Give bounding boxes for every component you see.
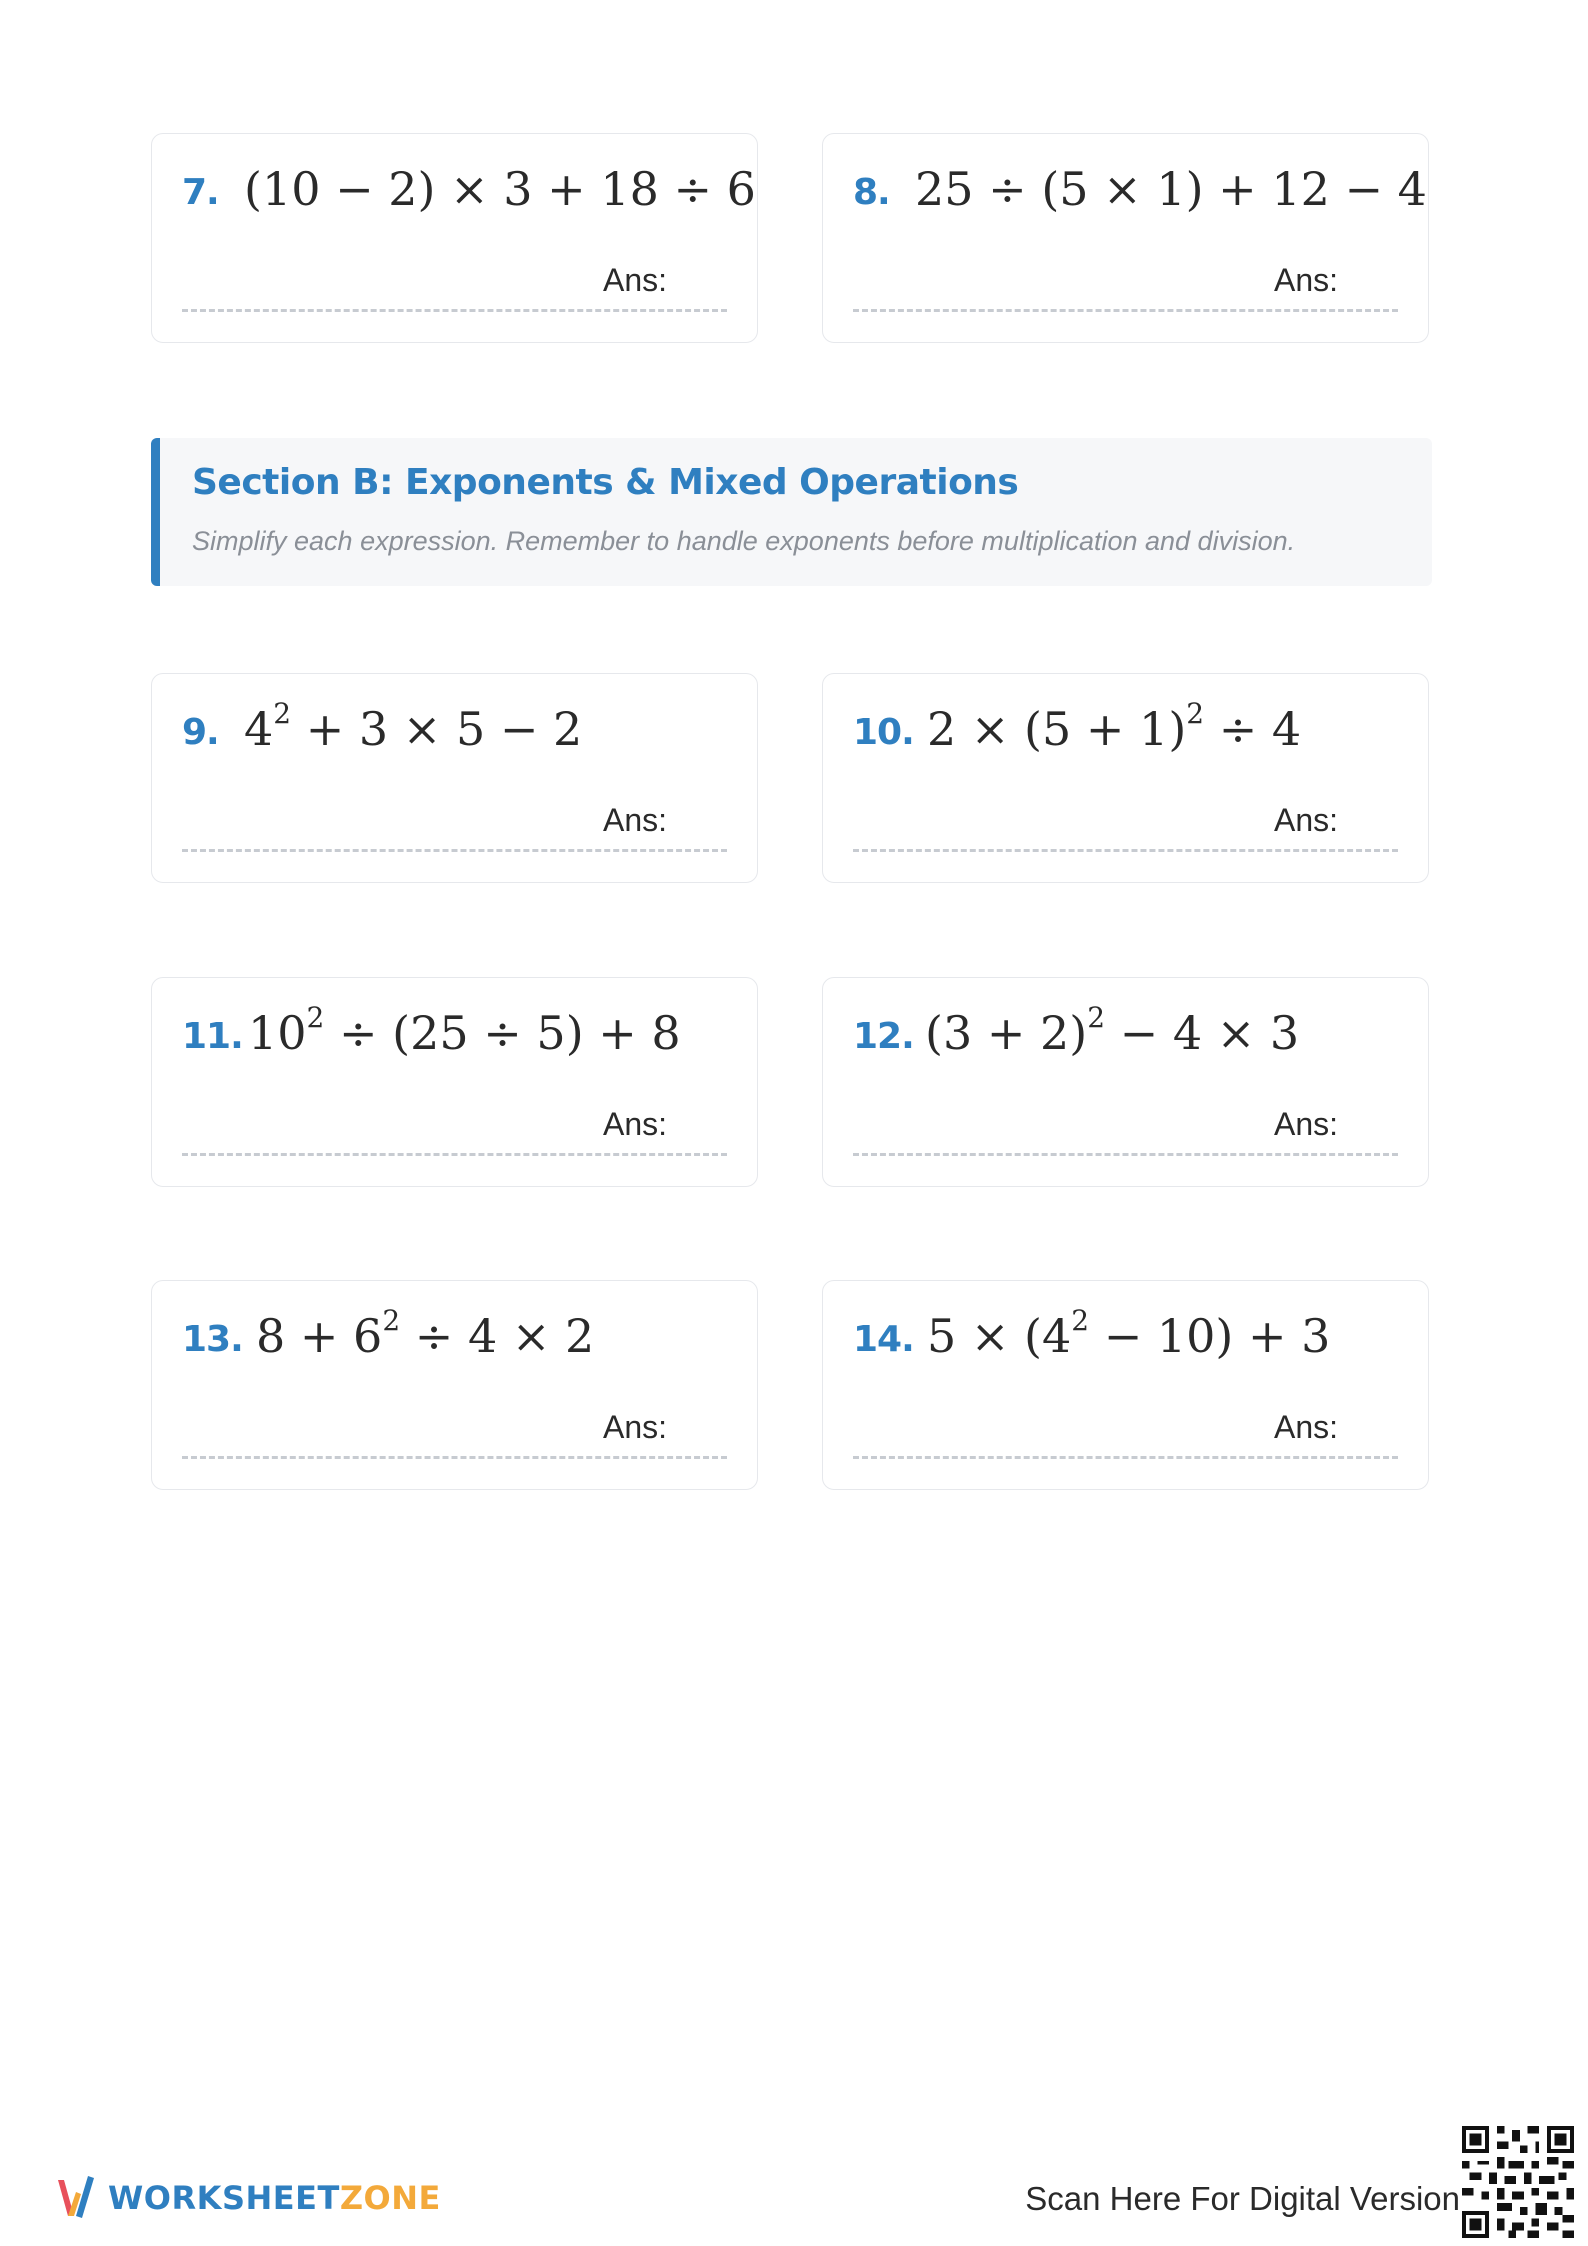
problem-expression: $5 \times (4^2 - 10) + 3$ [927, 1304, 1331, 1363]
worksheetzone-logo-icon [56, 2172, 94, 2224]
problem-expression: $(3 + 2)^2 - 4 \times 3$ [925, 1001, 1300, 1060]
problem-card [822, 133, 1429, 343]
answer-line[interactable] [853, 849, 1398, 852]
section-instruction: Simplify each expression. Remember to handle exponents before multiplication and division. [192, 526, 1296, 556]
answer-line[interactable] [182, 1153, 727, 1156]
problem-card [151, 1280, 758, 1490]
problem-number: 8. [853, 172, 890, 213]
answer-line[interactable] [853, 1153, 1398, 1156]
answer-line[interactable] [182, 849, 727, 852]
answer-label: Ans: [602, 802, 667, 838]
problem-expression: $10^2 \div (25 \div 5) + 8$ [248, 1001, 681, 1060]
answer-line[interactable] [853, 309, 1398, 312]
answer-line[interactable] [182, 309, 727, 312]
qr-code-icon[interactable] [1462, 2126, 1574, 2238]
answer-label: Ans: [602, 1106, 667, 1142]
problem-card [822, 977, 1429, 1187]
problem-number: 11. [182, 1016, 243, 1057]
problem-expression: $2 \times (5 + 1)^2 \div 4$ [927, 697, 1302, 756]
problem-expression: (10 − 2) × 3 + 18 ÷ 6 [244, 162, 756, 216]
problem-number: 14. [853, 1319, 914, 1360]
problem-card [151, 977, 758, 1187]
answer-label: Ans: [602, 262, 667, 298]
problem-number: 7. [182, 172, 219, 213]
answer-label: Ans: [602, 1409, 667, 1445]
answer-label: Ans: [1273, 1409, 1338, 1445]
problem-card [822, 1280, 1429, 1490]
answer-line[interactable] [853, 1456, 1398, 1459]
section-header [151, 438, 1432, 586]
answer-line[interactable] [182, 1456, 727, 1459]
brand-name: WORKSHEETZONE [108, 2179, 441, 2217]
section-title: Section B: Exponents & Mixed Operations [192, 462, 1019, 503]
scan-text: Scan Here For Digital Version [1025, 2180, 1460, 2217]
problem-number: 10. [853, 712, 914, 753]
problem-card [151, 133, 758, 343]
answer-label: Ans: [1273, 802, 1338, 838]
problem-expression: 25 ÷ (5 × 1) + 12 − 4 [915, 162, 1427, 216]
problem-card [822, 673, 1429, 883]
problem-number: 13. [182, 1319, 243, 1360]
problem-number: 12. [853, 1016, 914, 1057]
problem-number: 9. [182, 712, 219, 753]
problem-expression: $4^2 + 3 \times 5 - 2$ [244, 697, 583, 756]
problem-expression: $8 + 6^2 \div 4 \times 2$ [256, 1304, 595, 1363]
answer-label: Ans: [1273, 262, 1338, 298]
problem-card [151, 673, 758, 883]
answer-label: Ans: [1273, 1106, 1338, 1142]
